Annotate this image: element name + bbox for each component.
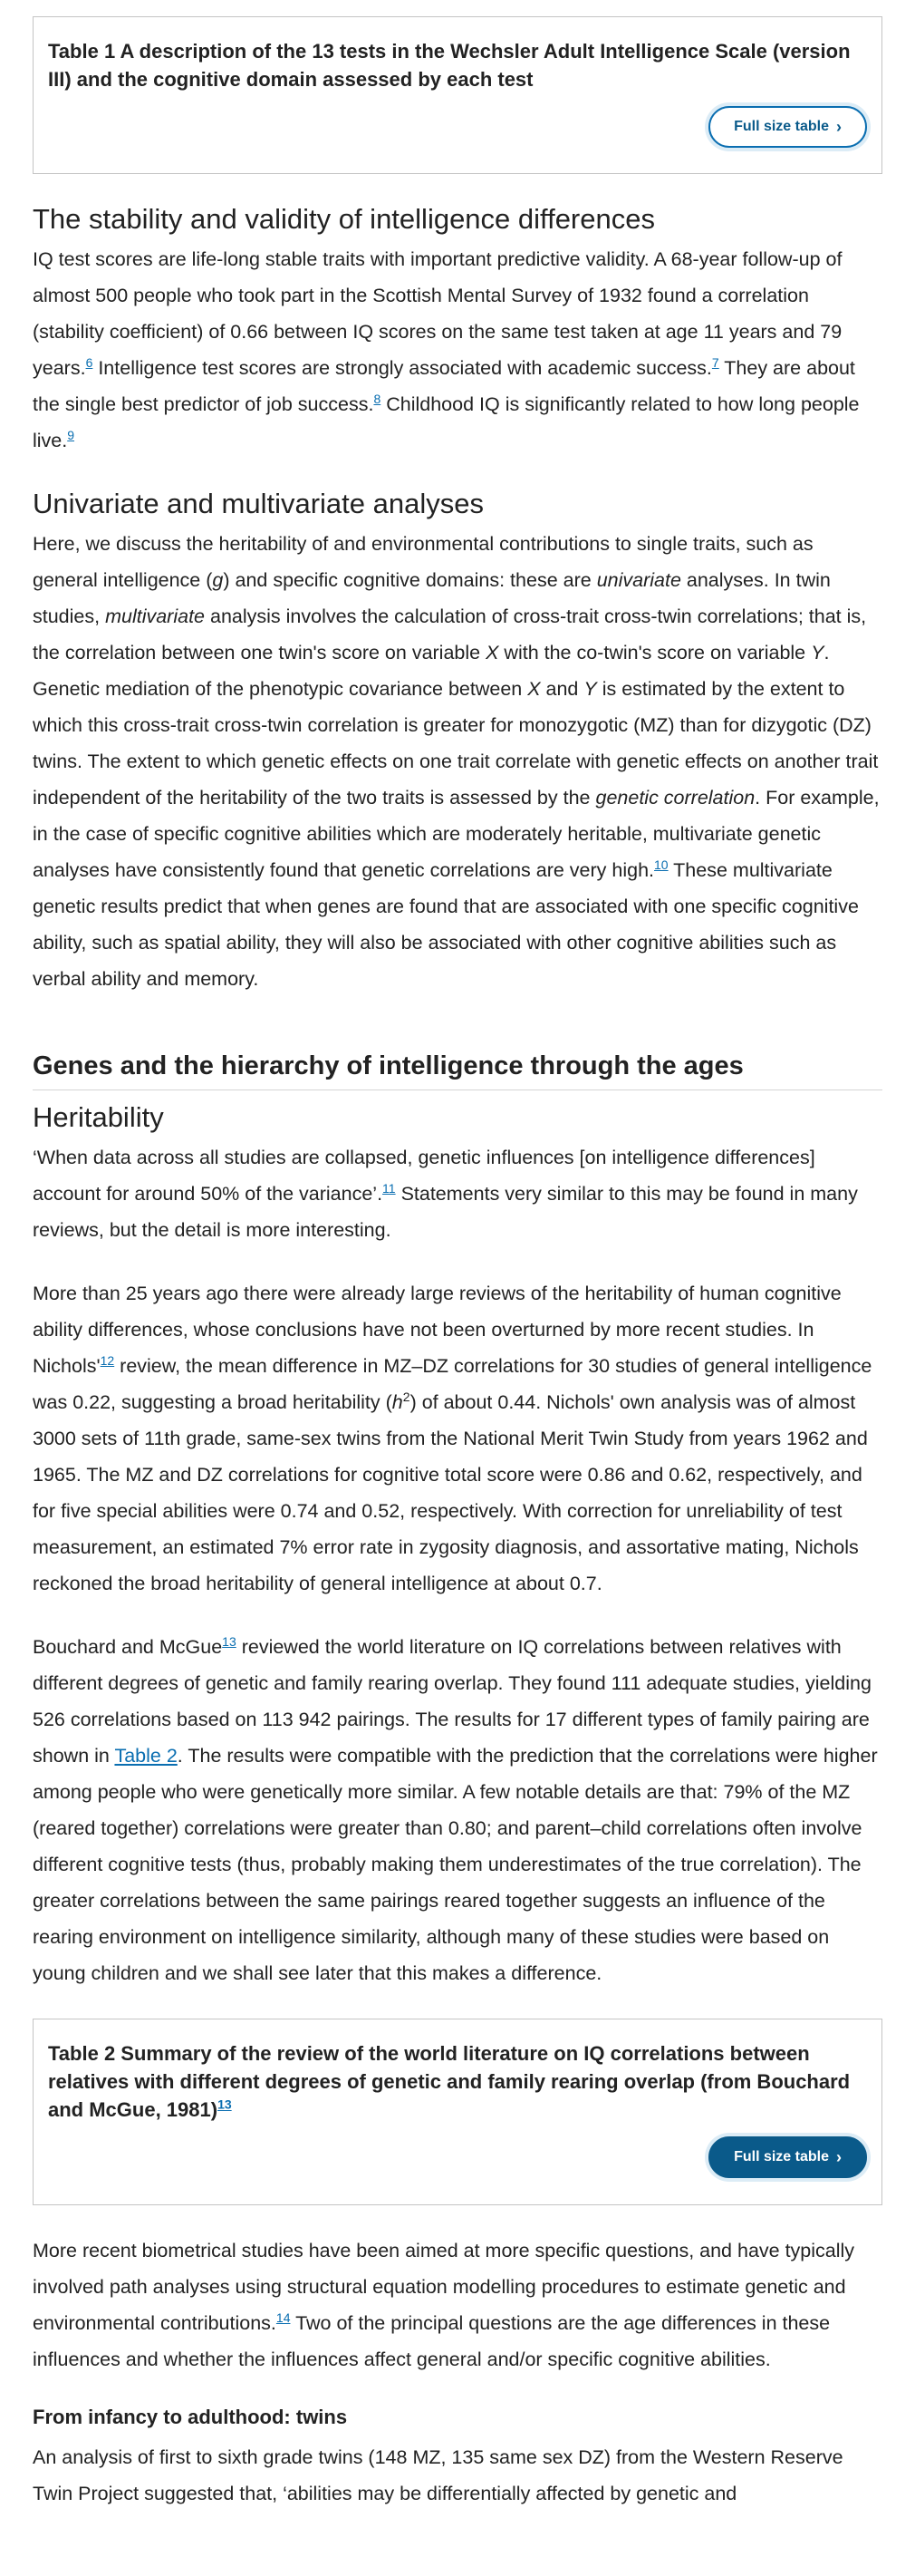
table-2-box [33,2019,882,2205]
citation-link[interactable]: 12 [100,1352,115,1368]
citation-link[interactable]: 6 [85,354,93,370]
table-1-full-size-button[interactable] [708,106,867,148]
section-heading-stability: The stability and validity of intelligence differences [33,203,655,235]
full-size-table-label: Full size table [734,2149,829,2164]
biometrical-paragraph: More recent biometrical studies have been aimed at more specific questions, and have typically involved path analyses using structural equation modelling procedures to estimate genetic and environmental contributions.$^{14}$ Two of the principal questions are the age differences in these influences and whether the influences affect general and/or specific cognitive abilities. [33,2240,855,2370]
citation-link[interactable]: 11 [382,1180,396,1196]
citation-link[interactable]: 8 [373,391,381,406]
table-1-box [33,16,882,174]
citation-link[interactable]: 13 [217,2097,232,2112]
stability-paragraph: IQ test scores are life-long stable traits with important predictive validity. A 68-year follow-up of almost 500 people who took part in the Scottish Mental Survey of 1932 found a correlation (stability coefficient) of 0.66 between IQ scores on the same test taken at age 11 years and 79 years.$^6$ Intelligence test scores are strongly associated with academic success.$^7$ They are about the single best predictor of job success.$^8$ Childhood IQ is significantly related to how long people live.$^9$ [33,248,860,451]
heritability-paragraph-1: ‘When data across all studies are collapsed, genetic influences [on intelligence differences] account for around 50% of the variance’.$^{11}$ Statements very similar to this may be found in many reviews, but the detail is more interesting. [33,1147,858,1241]
table-1-title: Table 1 A description of the 13 tests in the Wechsler Adult Intelligence Scale (version III) and the cognitive domain assessed by each test [48,40,851,91]
subsection-heading-heritability: Heritability [33,1101,164,1133]
section-heading-univariate: Univariate and multivariate analyses [33,488,484,519]
table-2-link[interactable]: Table 2 [114,1745,178,1767]
full-size-table-label: Full size table [734,119,829,134]
infancy-paragraph: An analysis of first to sixth grade twins (148 MZ, 135 same sex DZ) from the Western Reserve Twin Project suggested that, ‘abilities may be differentially affected by genetic and [33,2446,843,2504]
univariate-paragraph: Here, we discuss the heritability of and environmental contributions to single traits, such as general intelligence (g) and specific cognitive domains: these are univariate analyses. In twin studies, multivariate analysis involves the calculation of cross-trait cross-twin correlations; that is, the correlation between one twin's score on variable X with the co-twin's score on variable Y. Genetic mediation of the phenotypic covariance between X and Y is estimated by the extent to which this cross-trait cross-twin correlation is greater for monozygotic (MZ) than for dizygotic (DZ) twins. The extent to which genetic effects on one trait correlate with genetic effects on another trait independent of the heritability of the two traits is assessed by the genetic correlation. For example, in the case of specific cognitive abilities which are moderately heritable, multivariate genetic analyses have consistently found that genetic correlations are very high.$^{10}$ These multivariate genetic results predict that when genes are found that are associated with one specific cognitive ability, such as spatial ability, they will also be associated with other cognitive abilities such as verbal ability and memory. [33,533,880,990]
citation-link[interactable]: 9 [67,427,75,442]
citation-link[interactable]: 14 [275,2310,291,2325]
citation-link[interactable]: 13 [222,1633,236,1649]
subsection-heading-infancy: From infancy to adulthood: twins [33,2406,348,2428]
table-2-title: Table 2 Summary of the review of the world literature on IQ correlations between relatives with different degrees of genetic and family rearing overlap (from Bouchard and McGue, 1981)$^{13}$ [48,2042,851,2121]
table-2-full-size-button[interactable] [708,2136,867,2178]
heritability-paragraph-2: More than 25 years ago there were already large reviews of the heritability of human cognitive ability differences, whose conclusions have not been overturned by more recent studies. In Nichols'$^{12}$ review, the mean difference in MZ–DZ correlations for 30 studies of general intelligence was 0.22, suggesting a broad heritability $(h^2)$ of about 0.44. Nichols' own analysis was of almost 3000 sets of 11th grade, same-sex twins from the National Merit Twin Study from years 1962 and 1965. The MZ and DZ correlations for cognitive total score were 0.86 and 0.62, respectively, and for five special abilities were 0.74 and 0.52, respectively. With correction for unreliability of test measurement, an estimated 7% error rate in zygosity diagnosis, and assortative mating, Nichols reckoned the broad heritability of general intelligence at about 0.7. [33,1283,872,1594]
chevron-right-icon: › [836,2148,842,2166]
citation-link[interactable]: 10 [654,857,669,872]
heritability-paragraph-3: Bouchard and McGue$^{13}$ reviewed the world literature on IQ correlations between relatives with different degrees of genetic and family rearing overlap. They found 111 adequate studies, yielding 526 correlations based on 113 942 pairings. The results for 17 different types of family pairing are shown in Table 2. The results were compatible with the prediction that the correlations were higher among people who were genetically more similar. A few notable details are that: 79% of the MZ (reared together) correlations were greater than 0.80; and parent–child correlations often involve different cognitive tests (thus, probably making them underestimates of the true correlation). The greater correlations between the same pairings reared together suggests an influence of the rearing environment on intelligence similarity, although many of these studies were based on young children and we shall see later that this makes a difference. [33,1633,878,1984]
section-heading-genes: Genes and the hierarchy of intelligence through the ages [33,1048,882,1090]
citation-link[interactable]: 7 [711,354,719,370]
chevron-right-icon: › [836,118,842,136]
